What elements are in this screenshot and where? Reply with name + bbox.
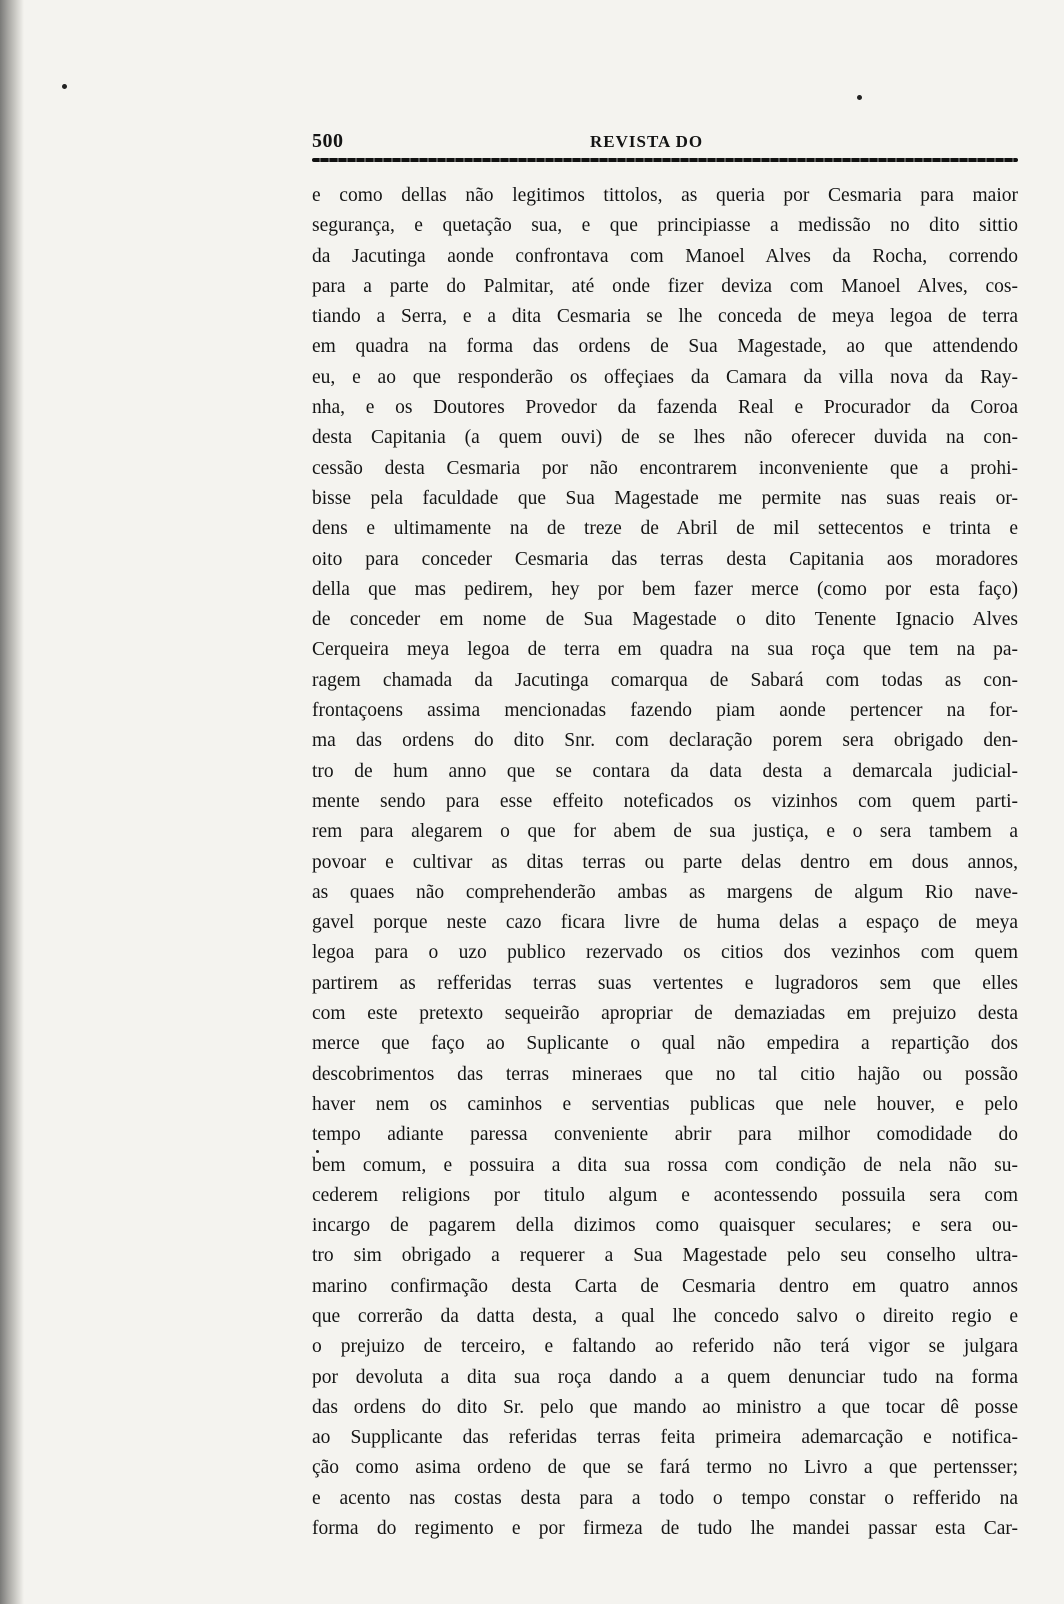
text-line: de conceder em nome de Sua Magestade o dito Tenente Ignacio Alves (312, 609, 1018, 631)
text-line: bem comum, e possuira a dita sua rossa com condição de nela não su- (312, 1154, 1018, 1176)
text-line: della que mas pedirem, hey por bem fazer merce (como por esta faço) (312, 578, 1018, 600)
text-line: em quadra na forma das ordens de Sua Magestade, ao que attendendo (312, 336, 1018, 358)
text-line: da Jacutinga aonde confrontava com Manoel Alves da Rocha, correndo (312, 245, 1018, 267)
running-head: REVISTA DO (590, 132, 704, 151)
header-rule (312, 158, 1018, 162)
text-line: mente sendo para esse effeito noteficados os vizinhos com quem parti- (312, 790, 1018, 812)
text-line: o prejuizo de terceiro, e faltando ao referido não terá vigor se julgara (312, 1336, 1018, 1358)
text-line: desta Capitania (a quem ouvi) de se lhes não oferecer duvida na con- (312, 427, 1018, 449)
text-line: partirem as refferidas terras suas vertentes e lugradoros sem que elles (312, 972, 1018, 994)
page-number: 500 (312, 130, 344, 152)
text-line: gavel porque neste cazo ficara livre de huma delas a espaço de meya (312, 912, 1018, 934)
text-line: incargo de pagarem della dizimos como quaisquer seculares; e sera ou- (312, 1215, 1018, 1237)
text-line: tempo adiante paressa conveniente abrir para milhor comodidade do (312, 1124, 1018, 1146)
text-line: tro sim obrigado a requerer a Sua Magestade pelo seu conselho ultra- (312, 1245, 1018, 1267)
text-line: por devoluta a dita sua roça dando a a quem denunciar tudo na forma (312, 1366, 1018, 1388)
text-line: rem para alegarem o que for abem de sua justiça, e o sera tambem a (312, 821, 1018, 843)
text-line: ao Supplicante das referidas terras feita primeira ademarcação e notifica- (312, 1427, 1018, 1449)
text-line: e como dellas não legitimos tittolos, as queria por Cesmaria para maior (312, 185, 1018, 206)
text-line: ma das ordens do dito Snr. com declaração porem sera obrigado den- (312, 730, 1018, 752)
text-line: forma do regimento e por firmeza de tudo lhe mandei passar esta Car- (312, 1518, 1018, 1540)
text-line: cessão desta Cesmaria por não encontrarem inconveniente que a prohi- (312, 457, 1018, 479)
text-line: das ordens do dito Sr. pelo que mando ao ministro a que tocar dê posse (312, 1396, 1018, 1418)
text-line: segurança, e quetação sua, e que principiasse a medissão no dito sittio (312, 215, 1018, 237)
text-line: as quaes não comprehenderão ambas as margens de algum Rio nave- (312, 881, 1018, 903)
text-line: marino confirmação desta Carta de Cesmaria dentro em quatro annos (312, 1275, 1018, 1297)
text-line: para a parte do Palmitar, até onde fizer deviza com Manoel Alves, cos- (312, 275, 1018, 297)
text-line: ção como asima ordeno de que se fará termo no Livro a que pertensser; (312, 1457, 1018, 1479)
text-line: Cerqueira meya legoa de terra em quadra na sua roça que tem na pa- (312, 639, 1018, 661)
text-line: ragem chamada da Jacutinga comarqua de Sabará com todas as con- (312, 669, 1018, 691)
print-speck (62, 84, 67, 89)
text-line: oito para conceder Cesmaria das terras desta Capitania aos moradores (312, 548, 1018, 570)
text-line: bisse pela faculdade que Sua Magestade me permite nas suas reais or- (312, 487, 1018, 509)
print-speck (857, 95, 862, 100)
text-line: frontaçoens assima mencionadas fazendo piam aonde pertencer na for- (312, 700, 1018, 722)
text-line: cederem religions por titulo algum e acontessendo possuila sera com (312, 1184, 1018, 1206)
page-header (312, 130, 1018, 156)
text-line: haver nem os caminhos e serventias publicas que nele houver, e pelo (312, 1093, 1018, 1115)
text-line: tro de hum anno que se contara da data desta a demarcala judicial- (312, 760, 1018, 782)
text-line: nha, e os Doutores Provedor da fazenda Real e Procurador da Coroa (312, 397, 1018, 419)
book-spine-edge (0, 0, 24, 1604)
text-line: eu, e ao que responderão os offeçiaes da Camara da villa nova da Ray- (312, 366, 1018, 388)
text-line: dens e ultimamente na de treze de Abril de mil settecentos e trinta e (312, 518, 1018, 540)
text-line: tiando a Serra, e a dita Cesmaria se lhe conceda de meya legoa de terra (312, 306, 1018, 328)
text-line: e acento nas costas desta para a todo o tempo constar o refferido na (312, 1487, 1018, 1509)
text-line: merce que faço ao Suplicante o qual não empedira a repartição dos (312, 1033, 1018, 1055)
text-line: que correrão da datta desta, a qual lhe concedo salvo o direito regio e (312, 1305, 1018, 1327)
text-line: com este pretexto sequeirão apropriar de demaziadas em prejuizo desta (312, 1003, 1018, 1025)
text-line: legoa para o uzo publico rezervado os citios dos vezinhos com quem (312, 942, 1018, 964)
text-line: povoar e cultivar as ditas terras ou parte delas dentro em dous annos, (312, 851, 1018, 873)
body-text (312, 181, 1018, 1544)
text-line: descobrimentos das terras mineraes que no tal citio hajão ou possão (312, 1063, 1018, 1085)
